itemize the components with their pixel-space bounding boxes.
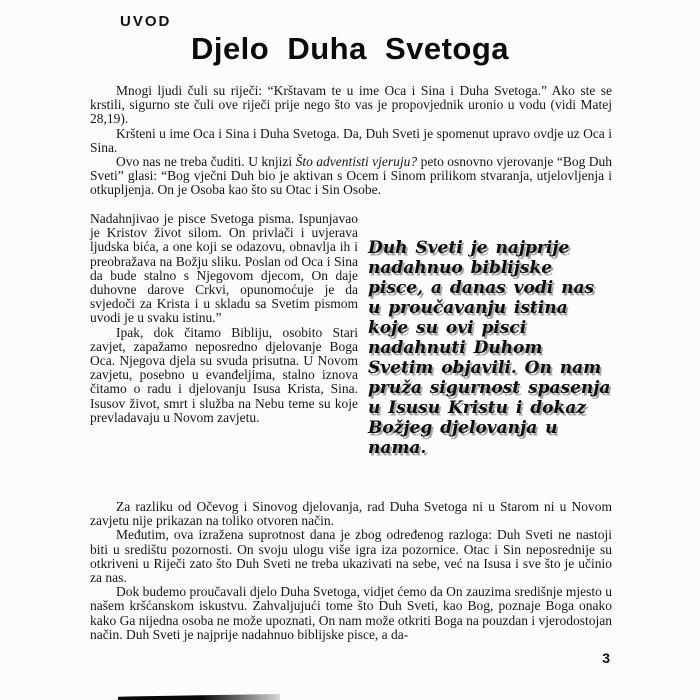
closing-paragraph-2: Međutim, ova izražena suprotnost dana je zbog određenog razloga: Duh Sveti ne nastoji biti u središtu pozornosti. On svoju ulogu više igra iza pozornice. Otac i Sin neposrednije su otkriveni u Riječi zato što Duh Sveti ne treba ukazivati na sebe, već na Isusa i sve što je učinio za nas. bbox=[90, 527, 612, 586]
intro-paragraph-1: Mnogi ljudi čuli su riječi: “Krštavam te u ime Oca i Sina i Duha Svetoga.” Ako ste se krstili, sigurno ste čuli ove riječi prije nego što vas je propovjednik uronio u vodu (vidi Matej 28,19). bbox=[90, 83, 612, 127]
left-column-paragraph-2: Ipak, dok čitamo Bibliju, osobito Stari zavjet, zapažamo neposredno djelovanje Boga Oca. Njegova djela su svuda prisutna. U Novom zavjetu, posebno u evanđeljima, stalno iznova čitamo o radu i djelovanju Isusa Krista, Sina. Isusov život, smrt i služba na Nebu teme su koje prevladavaju u Novom zavjetu. bbox=[90, 324, 358, 425]
pull-quote: Duh Sveti je najprije nadahnuo biblijske pisce, a danas vodi nas u proučavanju istina koje su ovi pisci nadahnuti Duhom Svetim objavili. On nam pruža sigurnost spasenja u Isusu Kristu i dokaz Božjeg djelovanja u nama. bbox=[368, 238, 611, 458]
scan-artifact-bar bbox=[118, 694, 280, 700]
intro-text bbox=[90, 84, 612, 198]
left-column-paragraph-1: Nadahnjivao je pisce Svetoga pisma. Ispunjavao je Kristov život silom. On privlači i uvjerava ljudska bića, a one koji se odazovu, obnavlja ih i preobražava na Božju sliku. Poslan od Oca i Sina da bude stalno s Njegovom djecom, On daje duhovne darove Crkvi, opunomoćuje je da svjedoči za Krista i u skladu sa Svetim pismom uvodi je u svaku istinu.” bbox=[90, 211, 358, 326]
section-kicker: UVOD bbox=[120, 13, 172, 30]
belief-paragraph-after: peto osnovno vjerovanje “Bog Duh Sveti” glasi: “Bog vječni Duh bio je aktivan s Ocem i Sinom prilikom stvaranja, utjelovljenja i otkupljenja. On je Osoba kao što su Otac i Sin Osobe. bbox=[90, 154, 612, 198]
book-title-reference: Što adventisti vjeruju? bbox=[295, 154, 418, 170]
page-title: Djelo Duha Svetoga bbox=[190, 31, 510, 66]
page-number: 3 bbox=[602, 650, 610, 666]
pull-quote-column bbox=[368, 212, 612, 500]
intro-paragraph-2: Kršteni u ime Oca i Sina i Duha Svetoga. Da, Duh Sveti je spomenut upravo ovdje uz Oca i Sina. bbox=[90, 125, 612, 155]
belief-paragraph-before: Ovo nas ne treba čuditi. U knjizi bbox=[116, 154, 296, 170]
closing-paragraph-1: Za razliku od Očevog i Sinovog djelovanja, rad Duha Svetoga ni u Starom ni u Novom zavjetu nije prikazan na toliko otvoren način. bbox=[90, 499, 612, 529]
closing-paragraph-3: Dok budemo proučavali djelo Duha Svetoga, vidjet ćemo da On zauzima središnje mjesto u našem kršćanskom iskustvu. Zahvaljujući tome što Duh Sveti, kao Bog, poznaje Boga onako kako Ga nijedna osoba ne može upoznati, On nam može otkriti Boga na pouzdan i vjerodostojan način. Duh Sveti je najprije nadahnuo biblijske pisce, a da- bbox=[90, 584, 612, 642]
left-column bbox=[90, 212, 358, 500]
two-column-region bbox=[90, 212, 612, 500]
belief-paragraph bbox=[90, 155, 612, 198]
closing-text bbox=[90, 500, 612, 642]
